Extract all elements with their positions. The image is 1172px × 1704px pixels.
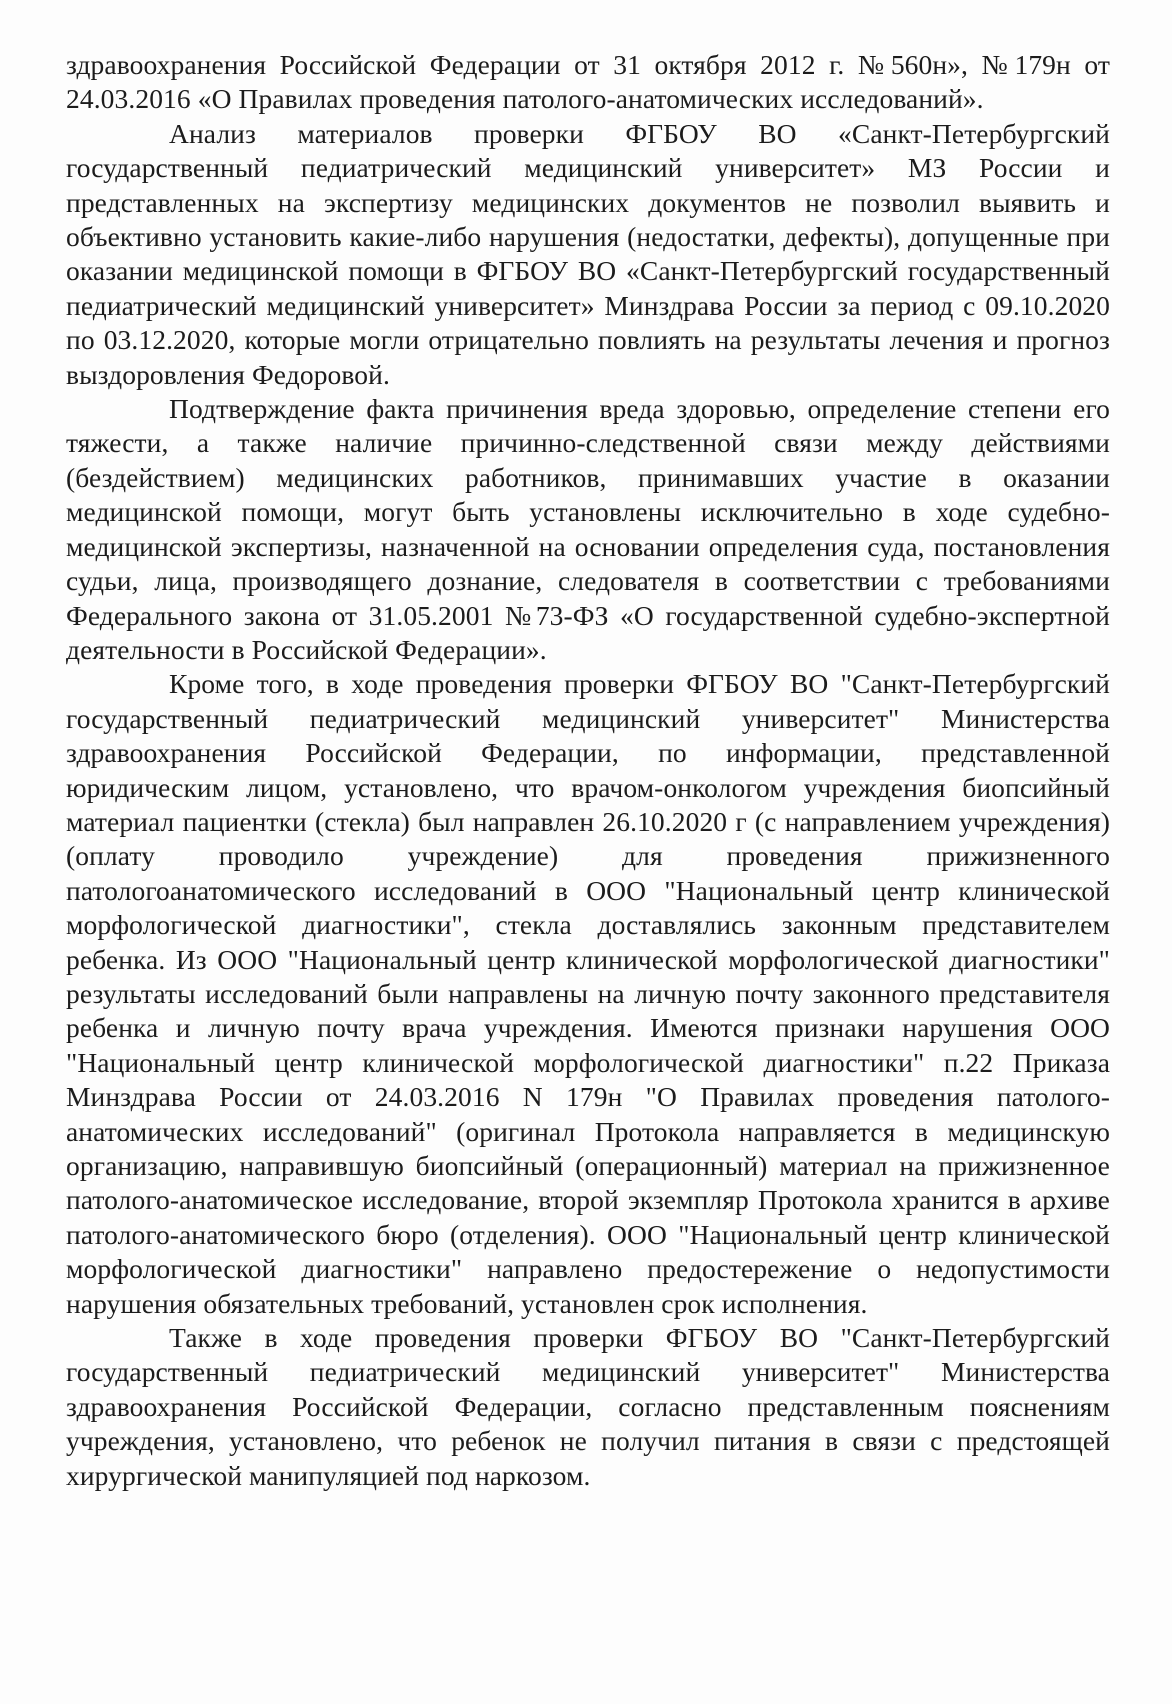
paragraph-biopsy-material-inspection: Кроме того, в ходе проведения проверки ФГБОУ ВО "Санкт-Петербургский государственный педиатрический медицинский университет" Министерства здравоохранения Российской Федерации, по информации, представленной юридическим лицом, установлено, что врачом-онкологом учреждения биопсийный материал пациентки (стекла) был направлен 26.10.2020 г (с направлением учреждения) (оплату проводило учреждение) для проведения прижизненного патологоанатомического исследований в ООО "Национальный центр клинической морфологической диагностики", стекла доставлялись законным представителем ребенка. Из ООО "Национальный центр клинической морфологической диагностики" результаты исследований были направлены на личную почту законного представителя ребенка и личную почту врача учреждения. Имеются признаки нарушения ООО "Национальный центр клинической морфологической диагностики" п.22 Приказа Минздрава России от 24.03.2016 N 179н "О Правилах проведения патолого-анатомических исследований" (оригинал Протокола направляется в медицинскую организацию, направившую биопсийный (операционный) материал на прижизненное патолого-анатомическое исследование, второй экземпляр Протокола хранится в архиве патолого-анатомического бюро (отделения). ООО "Национальный центр клинической морфологической диагностики" направлено предостережение о недопустимости нарушения обязательных требований, установлен срок исполнения. (66, 668, 1110, 1319)
paragraph-harm-confirmation: Подтверждение факта причинения вреда здоровью, определение степени его тяжести, а также наличие причинно-следственной связи между действиями (бездействием) медицинских работников, принимавших участие в оказании медицинской помощи, могут быть установлены исключительно в ходе судебно-медицинской экспертизы, назначенной на основании определения суда, постановления судьи, лица, производящего дознание, следователя в соответствии с требованиями Федерального закона от 31.05.2001 №73-ФЗ «О государственной судебно-экспертной деятельности в Российской Федерации». (66, 393, 1110, 665)
document-body (66, 48, 1110, 1493)
paragraph-nutrition-finding: Также в ходе проведения проверки ФГБОУ ВО "Санкт-Петербургский государственный педиатрический медицинский университет" Министерства здравоохранения Российской Федерации, согласно представленным пояснениям учреждения, установлено, что ребенок не получил питания в связи с предстоящей хирургической манипуляцией под наркозом. (66, 1322, 1110, 1491)
paragraph-continuation-order-reference: здравоохранения Российской Федерации от 31 октября 2012 г. №560н», №179н от 24.03.2016 «О Правилах проведения патолого-анатомических исследований». (66, 49, 1110, 115)
paragraph-analysis-of-materials: Анализ материалов проверки ФГБОУ ВО «Санкт-Петербургский государственный педиатрический медицинский университет» МЗ России и представленных на экспертизу медицинских документов не позволил выявить и объективно установить какие-либо нарушения (недостатки, дефекты), допущенные при оказании медицинской помощи в ФГБОУ ВО «Санкт-Петербургский государственный педиатрический медицинский университет» Минздрава России за период с 09.10.2020 по 03.12.2020, которые могли отрицательно повлиять на результаты лечения и прогноз выздоровления Федоровой. (66, 117, 1110, 390)
